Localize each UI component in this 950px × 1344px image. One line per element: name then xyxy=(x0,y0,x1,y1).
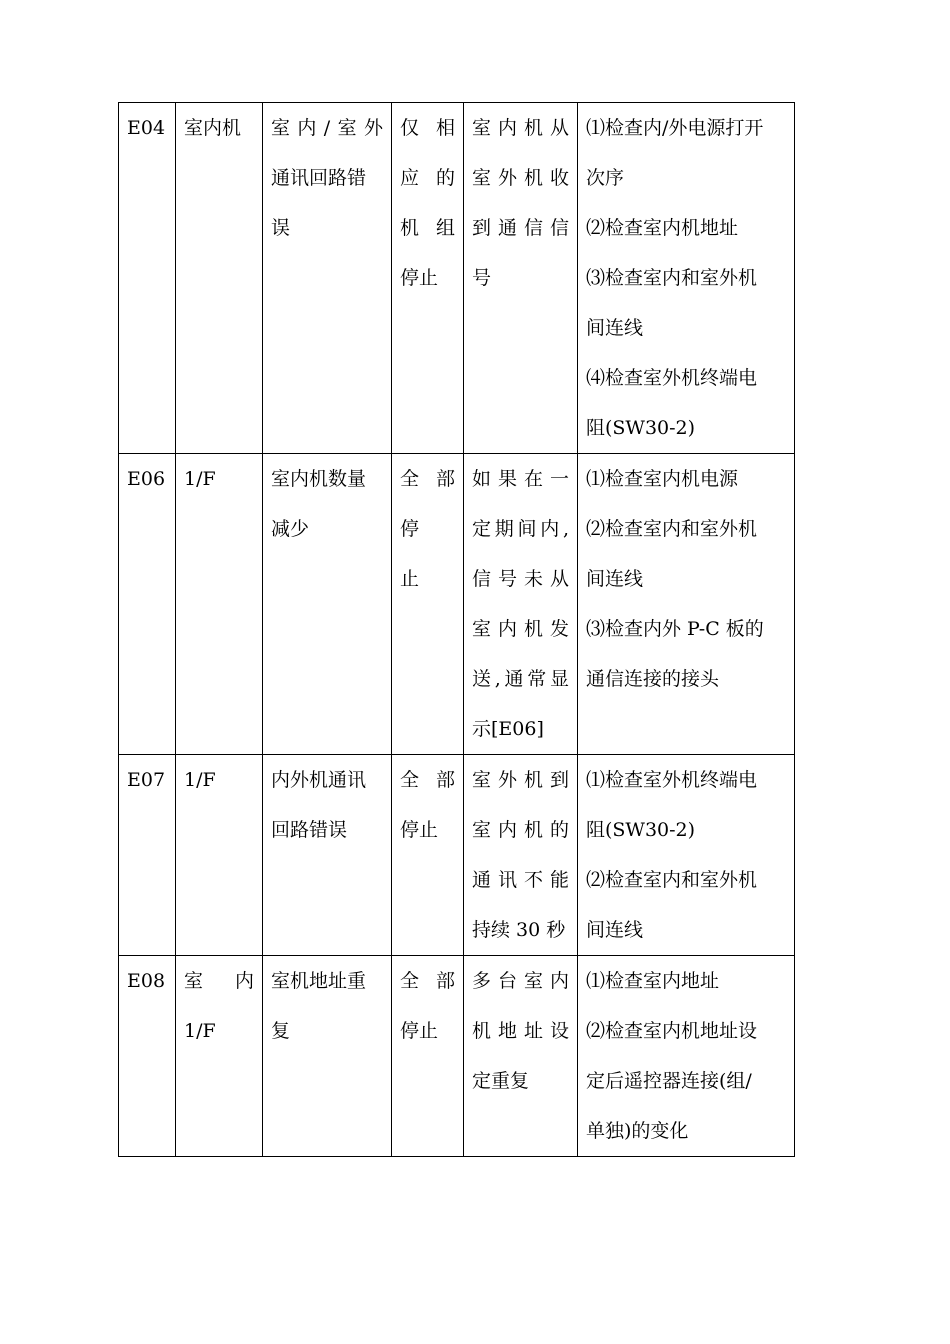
cell-condition: 多台室内 机地址设 定重复 xyxy=(464,956,578,1157)
cell-condition: 室外机到 室内机的 通讯不能 持续 30 秒 xyxy=(464,755,578,956)
cell-checks: ⑴检查室外机终端电 阻(SW30-2) ⑵检查室内和室外机 间连线 xyxy=(578,755,795,956)
table-row xyxy=(119,956,795,1157)
cell-code: E04 xyxy=(119,103,176,454)
table-row xyxy=(119,755,795,956)
cell-operation: 全 部 停 止 xyxy=(392,454,464,755)
cell-description: 内外机通讯 回路错误 xyxy=(263,755,392,956)
cell-operation: 全 部 停止 xyxy=(392,755,464,956)
error-code-table xyxy=(118,102,795,1157)
cell-code: E08 xyxy=(119,956,176,1157)
cell-operation: 仅 相 应 的 机 组 停止 xyxy=(392,103,464,454)
cell-location: 1/F xyxy=(176,454,263,755)
cell-description: 室内/室外 通讯回路错 误 xyxy=(263,103,392,454)
table-row xyxy=(119,103,795,454)
cell-code: E07 xyxy=(119,755,176,956)
cell-checks: ⑴检查室内地址 ⑵检查室内机地址设 定后遥控器连接(组/ 单独)的变化 xyxy=(578,956,795,1157)
cell-condition: 室内机从 室外机收 到通信信 号 xyxy=(464,103,578,454)
cell-operation: 全 部 停止 xyxy=(392,956,464,1157)
cell-checks: ⑴检查室内机电源 ⑵检查室内和室外机 间连线 ⑶检查内外 P-C 板的 通信连接的接头 xyxy=(578,454,795,755)
cell-location: 1/F xyxy=(176,755,263,956)
cell-description: 室机地址重 复 xyxy=(263,956,392,1157)
cell-code: E06 xyxy=(119,454,176,755)
table-body xyxy=(119,103,795,1157)
cell-location: 室 内 1/F xyxy=(176,956,263,1157)
cell-checks: ⑴检查内/外电源打开 次序 ⑵检查室内机地址 ⑶检查室内和室外机 间连线 ⑷检查室外机终端电 阻(SW30-2) xyxy=(578,103,795,454)
cell-condition: 如果在一 定期间内, 信号未从 室内机发 送,通常显 示[E06] xyxy=(464,454,578,755)
cell-description: 室内机数量 减少 xyxy=(263,454,392,755)
cell-location: 室内机 xyxy=(176,103,263,454)
table-row xyxy=(119,454,795,755)
